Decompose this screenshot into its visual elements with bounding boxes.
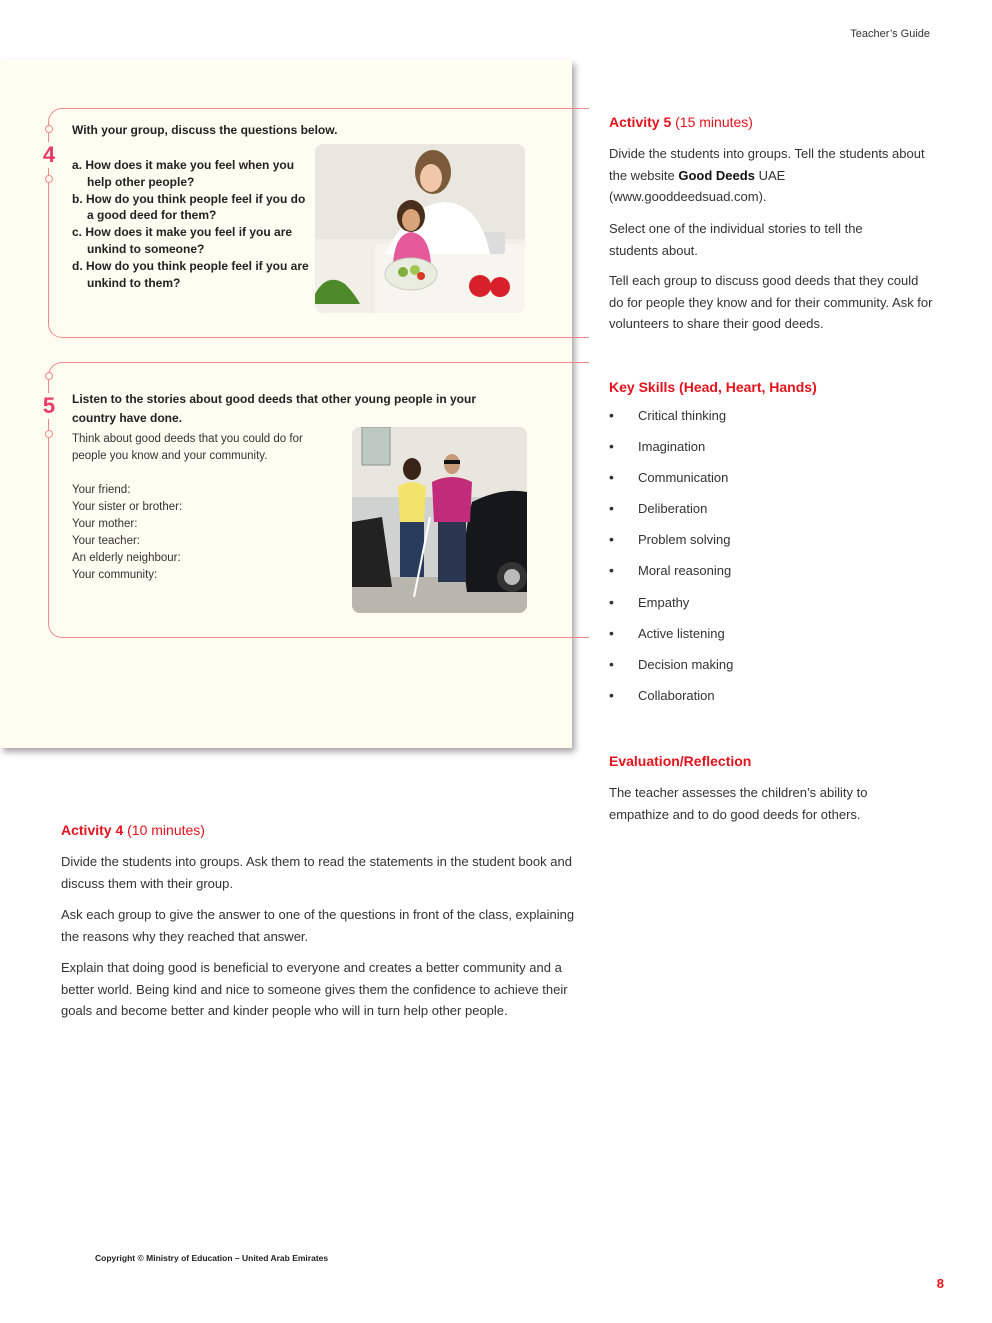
activity-5-title: Activity 5 — [609, 114, 672, 130]
prompt-line: Your community: — [72, 569, 158, 581]
frame-dot — [45, 175, 53, 183]
text-span: Divide the students into groups. Tell the students about the website — [609, 146, 925, 183]
page-number: 8 — [936, 1276, 944, 1291]
prompt-line: Your friend: — [72, 484, 131, 496]
question-item: a. How does it make you feel when you help other people? — [72, 158, 295, 189]
skill-item: • Imagination — [609, 439, 733, 470]
text-span: UAE (www.gooddeedsuad.com). — [609, 167, 786, 204]
question-item: b. How do you think people feel if you do a good deed for them? — [72, 191, 306, 223]
question-4-list — [72, 157, 312, 291]
skill-item: • Decision making — [609, 657, 733, 688]
activity-4-paragraph-1: Divide the students into groups. Ask them to read the statements in the student book and discuss them with their group. — [61, 854, 572, 891]
key-skills-list — [609, 408, 733, 719]
question-4-number: 4 — [40, 142, 58, 168]
evaluation-text: The teacher assesses the children’s ability to empathize and to do good deeds for others. — [609, 785, 868, 822]
skill-item: • Problem solving — [609, 532, 733, 563]
activity-5-heading — [609, 114, 753, 130]
prompt-line: An elderly neighbour: — [72, 552, 181, 564]
activity-5-paragraph-3: Tell each group to discuss good deeds that they could do for people they know and for their community. Ask for volunteers to share their good deeds. — [609, 273, 933, 331]
activity-5-paragraph-2: Select one of the individual stories to tell the students about. — [609, 221, 863, 258]
skill-item: • Critical thinking — [609, 408, 733, 439]
activity-5-duration: (15 minutes) — [675, 114, 753, 130]
activity-4-duration: (10 minutes) — [127, 822, 205, 838]
student-book-page — [0, 60, 572, 748]
frame-dot — [45, 430, 53, 438]
skill-item: • Communication — [609, 470, 733, 501]
prompt-line: Your mother: — [72, 518, 138, 530]
frame-dot — [45, 125, 53, 133]
header-title: Teacher’s Guide — [850, 28, 930, 40]
prompt-line: Your teacher: — [72, 535, 140, 547]
activity-4-heading — [61, 822, 205, 838]
helping-blind-man-photo — [352, 427, 527, 613]
question-5-prompts — [72, 482, 182, 584]
activity-4-title: Activity 4 — [61, 822, 124, 838]
question-item: d. How do you think people feel if you are unkind to them? — [72, 258, 309, 290]
activity-4-paragraph-2: Ask each group to give the answer to one of the questions in front of the class, explaining the reasons why they reached that answer. — [61, 907, 575, 944]
key-skills-heading: Key Skills (Head, Heart, Hands) — [609, 379, 817, 395]
activity-5-paragraph-1 — [609, 143, 934, 208]
skill-item: • Moral reasoning — [609, 563, 733, 594]
prompt-line: Your sister or brother: — [72, 501, 183, 513]
question-5-intro: Think about good deeds that you could do for people you know and your community. — [72, 433, 303, 462]
skill-item: • Deliberation — [609, 501, 733, 532]
website-name: Good Deeds — [678, 167, 755, 183]
skill-item: • Collaboration — [609, 688, 733, 719]
skill-item: • Active listening — [609, 626, 733, 657]
question-5-title: Listen to the stories about good deeds that other young people in your country have done. — [72, 392, 477, 425]
question-4-title: With your group, discuss the questions below. — [72, 123, 338, 137]
mother-daughter-salad-photo — [315, 144, 525, 313]
evaluation-heading: Evaluation/Reflection — [609, 753, 752, 769]
copyright-notice: Copyright © Ministry of Education – United Arab Emirates — [95, 1253, 329, 1263]
skill-item: • Empathy — [609, 595, 733, 626]
activity-4-paragraph-3: Explain that doing good is beneficial to everyone and creates a better community and a better world. Being kind and nice to someone gives them the confidence to achieve their goals and become better and kinder people who will in turn help other people. — [61, 960, 568, 1018]
frame-dot — [45, 372, 53, 380]
question-5-number: 5 — [40, 393, 58, 419]
question-item: c. How does it make you feel if you are unkind to someone? — [72, 225, 293, 256]
